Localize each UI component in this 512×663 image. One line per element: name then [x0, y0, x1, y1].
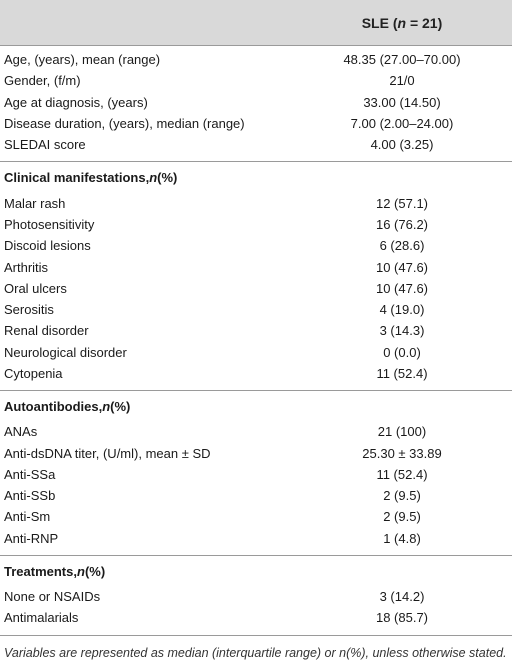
row-value: 3 (14.3): [379, 323, 425, 339]
row-value: 6 (28.6): [379, 238, 425, 254]
row-value: 21 (100): [377, 424, 427, 440]
table-row: [0, 607, 512, 628]
table-row: [0, 192, 512, 213]
table-row: [0, 299, 512, 320]
table-row: [0, 134, 512, 155]
row-label: Disease duration, (years), median (range): [4, 116, 245, 132]
row-value: 11 (52.4): [376, 466, 428, 482]
row-value: 2 (9.5): [383, 488, 421, 504]
row-label: Anti-dsDNA titer, (U/ml), mean ± SD: [4, 445, 211, 461]
row-label: SLEDAI score: [4, 137, 86, 153]
table-row: [0, 363, 512, 384]
table-row: [0, 92, 512, 113]
table-row: [0, 278, 512, 299]
sections-block: [0, 161, 512, 628]
table-row: [0, 113, 512, 134]
table-row: [0, 320, 512, 341]
section-title-n: n: [149, 170, 158, 186]
table-row: [0, 464, 512, 485]
table-row: [0, 485, 512, 506]
row-label: Gender, (f/m): [4, 73, 81, 89]
table-header: [0, 0, 512, 46]
table-row: [0, 586, 512, 607]
row-label: Oral ulcers: [4, 280, 67, 296]
header-group-label: [336, 15, 512, 31]
row-value: 21/0: [389, 73, 415, 89]
table-row: [0, 342, 512, 363]
row-value: 33.00 (14.50): [363, 94, 441, 110]
row-value: 1 (4.8): [383, 530, 421, 546]
row-value: 7.00 (2.00–24.00): [350, 116, 454, 132]
row-label: Cytopenia: [4, 366, 63, 381]
section-title: Autoantibodies,: [4, 399, 103, 415]
row-value: 4.00 (3.25): [370, 137, 434, 153]
row-label: Neurological disorder: [4, 344, 127, 360]
row-label: Discoid lesions: [4, 238, 91, 254]
row-value: 2 (9.5): [383, 509, 421, 525]
section-title: Clinical manifestations,: [4, 170, 150, 186]
table-row: [0, 506, 512, 527]
table-row: [0, 235, 512, 256]
row-label: None or NSAIDs: [4, 589, 101, 605]
row-label: Age at diagnosis, (years): [4, 94, 148, 110]
row-value: 11 (52.4): [376, 366, 428, 381]
row-value: 0 (0.0): [383, 344, 421, 360]
row-label: Arthritis: [4, 259, 49, 275]
row-value: 3 (14.2): [379, 589, 425, 605]
row-value: 25.30 ± 33.89: [362, 445, 442, 461]
row-value: 12 (57.1): [375, 195, 429, 211]
row-label: Photosensitivity: [4, 216, 95, 232]
header-group-prefix: SLE (: [361, 14, 398, 31]
row-label: Renal disorder: [4, 323, 89, 339]
row-value: 10 (47.6): [375, 259, 429, 275]
row-value: 4 (19.0): [379, 302, 425, 318]
row-value: 16 (76.2): [375, 216, 429, 232]
section-title-suffix: (%): [157, 170, 178, 186]
row-label: Serositis: [4, 302, 54, 318]
table-row: [0, 442, 512, 463]
demographics-block: [0, 49, 512, 155]
row-label: Age, (years), mean (range): [4, 52, 161, 68]
row-value: 10 (47.6): [375, 280, 429, 296]
table-row: [0, 528, 512, 549]
row-label: Malar rash: [4, 195, 66, 211]
row-value: 18 (85.7): [375, 610, 429, 626]
row-label: Anti-Sm: [4, 509, 51, 525]
header-group-suffix: = 21): [406, 14, 443, 31]
row-label: Antimalarials: [4, 610, 79, 626]
section-heading: [0, 390, 512, 418]
section-title-suffix: (%): [110, 399, 131, 415]
section-title-suffix: (%): [84, 563, 106, 579]
table-row: [0, 421, 512, 442]
table-row: [0, 49, 512, 70]
section-title: Treatments,: [4, 563, 77, 579]
header-group-n: n: [397, 14, 407, 31]
table-footnote: Variables are represented as median (interquartile range) or n(%), unless otherwise stated.: [4, 645, 507, 660]
row-label: Anti-SSa: [4, 466, 56, 482]
row-value: 48.35 (27.00–70.00): [343, 52, 461, 68]
row-label: Anti-RNP: [4, 530, 59, 546]
section-heading: [0, 555, 512, 583]
row-label: Anti-SSb: [4, 488, 56, 504]
table-row: [0, 256, 512, 277]
section-title-n: n: [102, 399, 111, 415]
table-row: [0, 214, 512, 235]
row-label: ANAs: [4, 424, 38, 440]
table-row: [0, 70, 512, 91]
section-title-n: n: [76, 563, 85, 579]
section-heading: [0, 161, 512, 189]
